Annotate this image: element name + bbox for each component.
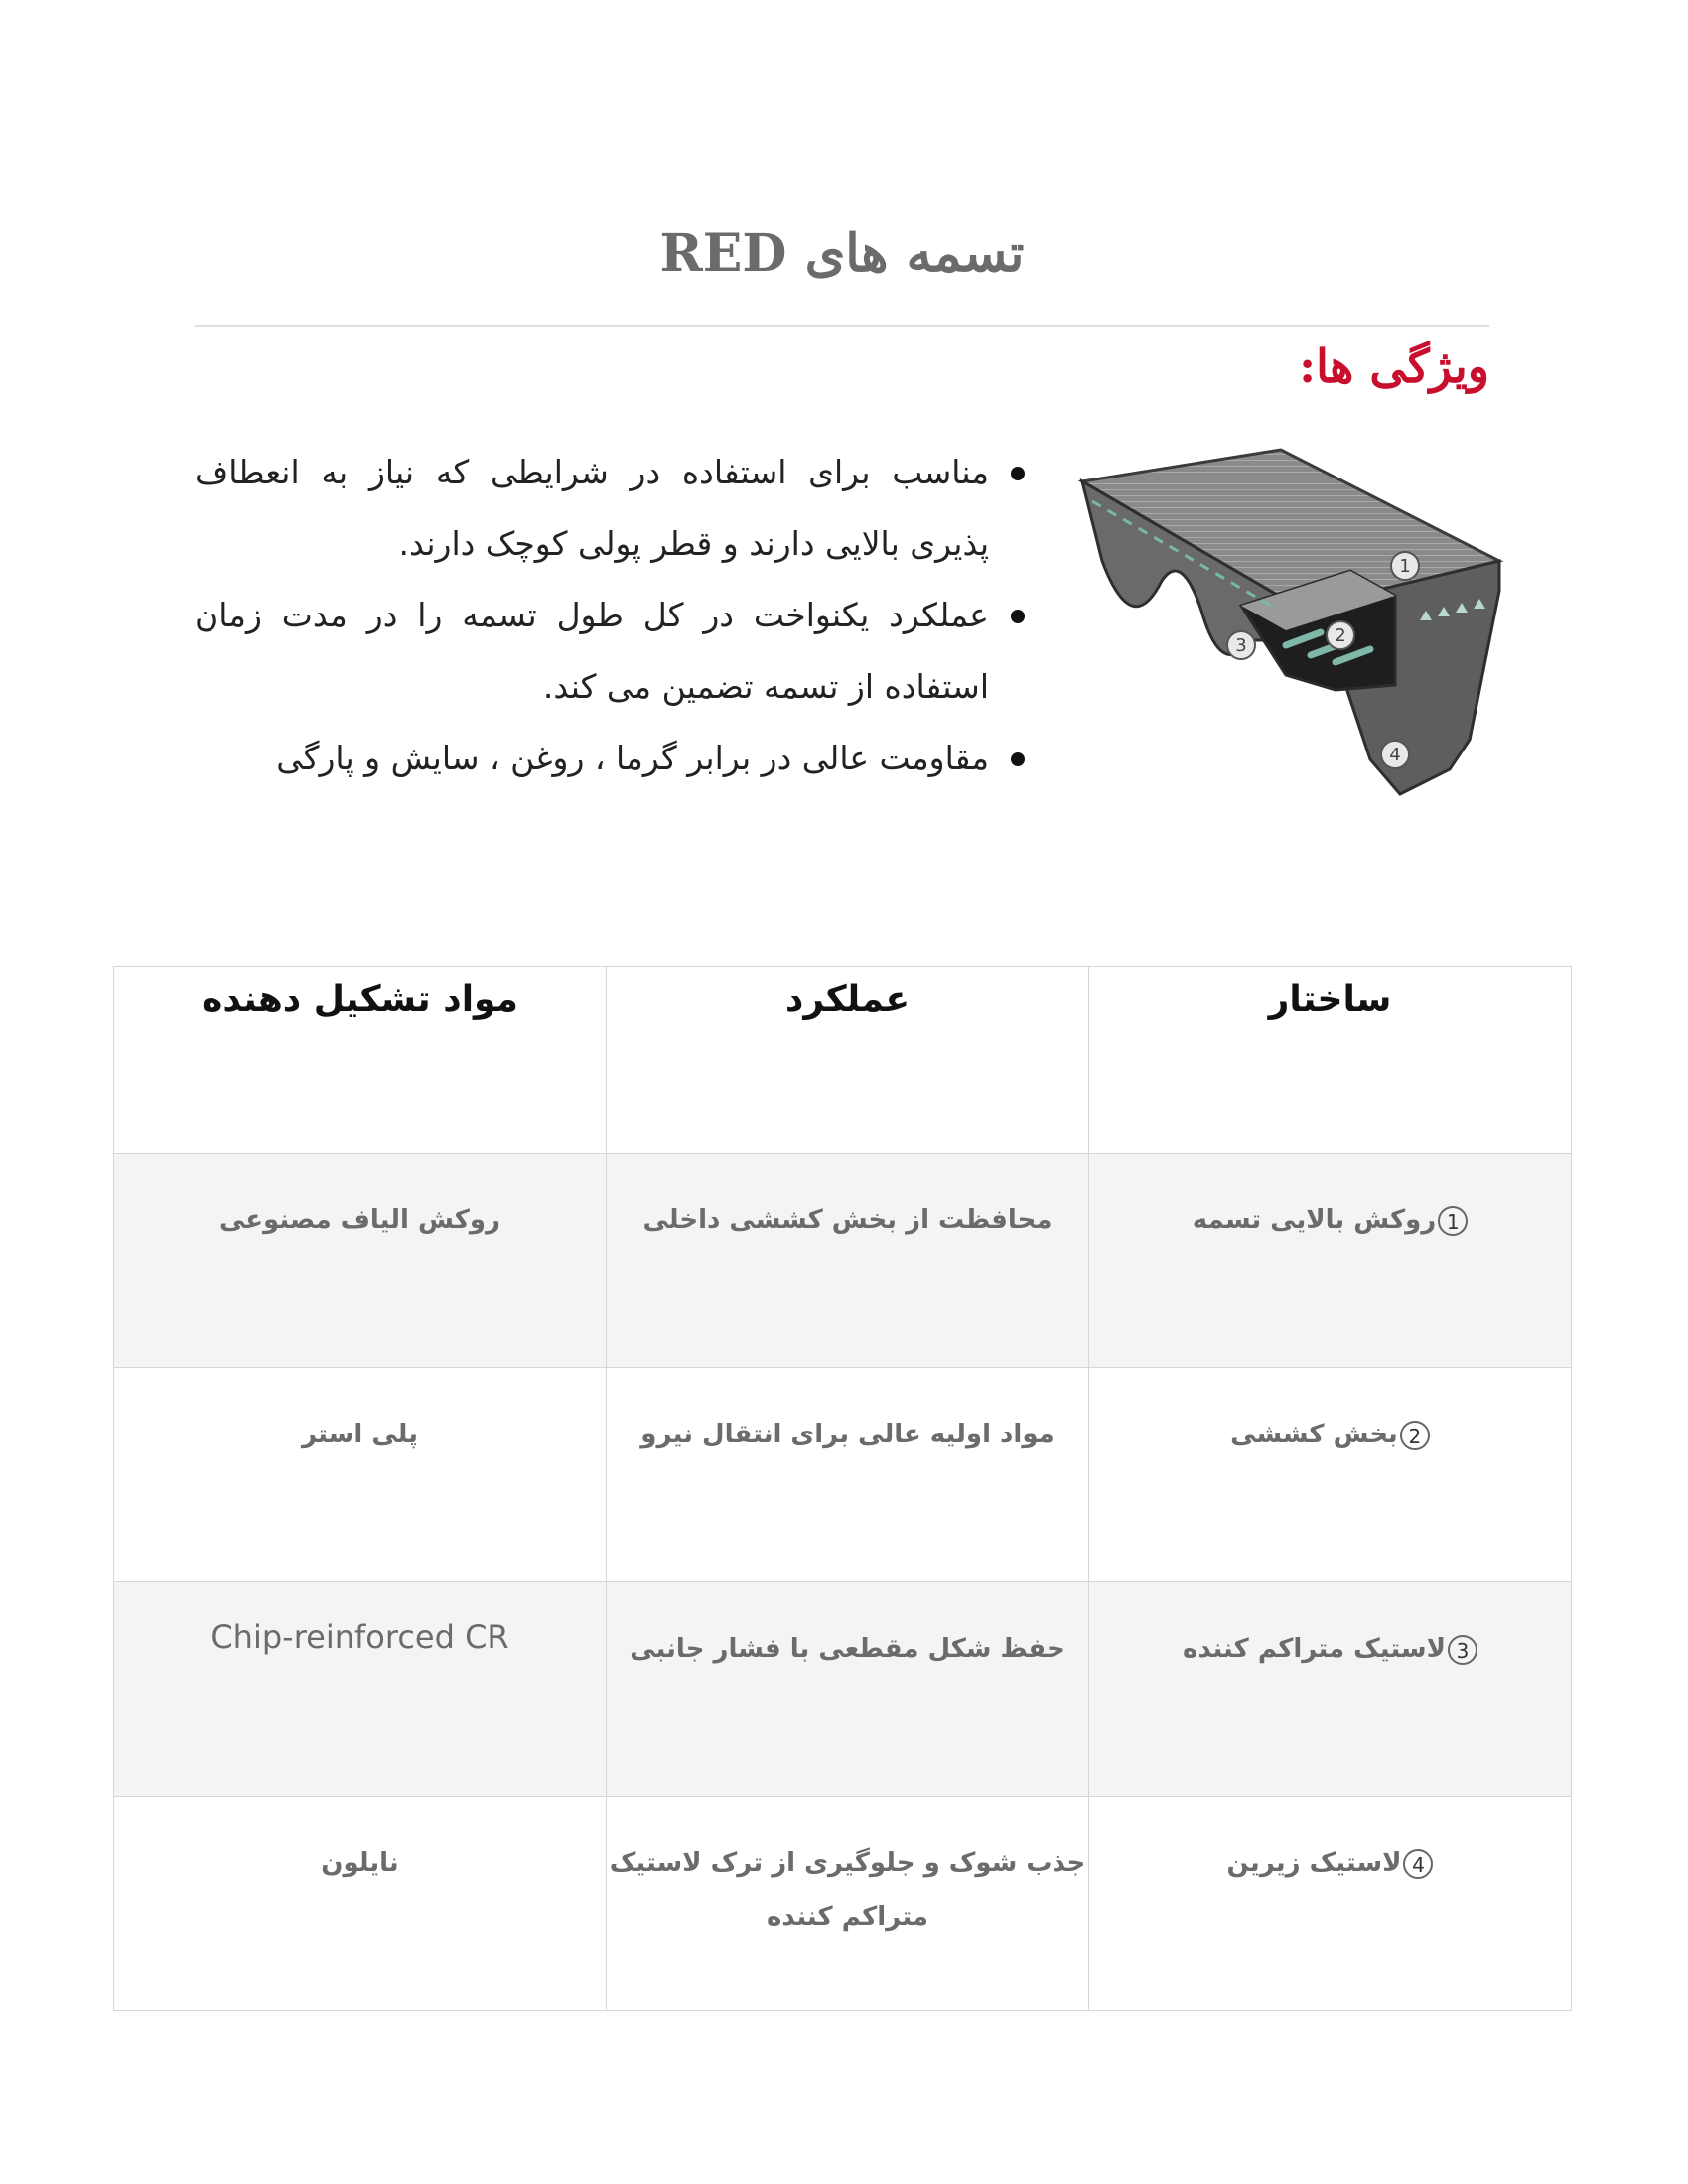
feature-item: مناسب برای استفاده در شرایطی که نیاز به انعطاف پذیری بالایی دارند و قطر پولی کوچک دارند. [195, 437, 1033, 580]
specification-table [113, 966, 1572, 2011]
table-row [114, 1582, 1572, 1797]
feature-item: عملکرد یکنواخت در کل طول تسمه را در مدت زمان استفاده از تسمه تضمین می کند. [195, 580, 1033, 723]
cell-function: جذب شوک و جلوگیری از ترک لاستیک متراکم کننده [607, 1797, 1089, 2011]
number-badge-icon: 3 [1448, 1635, 1477, 1665]
cell-structure: 1روکش بالایی تسمه [1089, 1154, 1572, 1368]
title-divider [195, 325, 1489, 327]
number-badge-icon: 1 [1438, 1206, 1468, 1236]
cell-material: Chip-reinforced CR [114, 1582, 607, 1797]
features-list [195, 437, 1033, 794]
number-badge-icon: 4 [1403, 1849, 1433, 1879]
table-row [114, 1154, 1572, 1368]
header-structure: ساختار [1089, 967, 1572, 1154]
number-badge-icon: 2 [1400, 1421, 1430, 1450]
page-title: تسمه های RED [659, 223, 1025, 284]
cell-function: حفظ شکل مقطعی با فشار جانبی [607, 1582, 1089, 1797]
cell-function: مواد اولیه عالی برای انتقال نیرو [607, 1368, 1089, 1582]
cell-structure: 3لاستیک متراکم کننده [1089, 1582, 1572, 1797]
table-row [114, 1797, 1572, 2011]
cell-material: پلی استر [114, 1368, 607, 1582]
cell-structure: 2بخش کششی [1089, 1368, 1572, 1582]
belt-cross-section-illustration [1072, 442, 1509, 799]
cell-material: روکش الیاف مصنوعی [114, 1154, 607, 1368]
cell-structure: 4لاستیک زیرین [1089, 1797, 1572, 2011]
table-row [114, 1368, 1572, 1582]
callout-2-label: 2 [1335, 625, 1346, 646]
table-header-row [114, 967, 1572, 1154]
callout-1-label: 1 [1399, 556, 1411, 577]
cell-function: محافظت از بخش کششی داخلی [607, 1154, 1089, 1368]
cell-material: نایلون [114, 1797, 607, 2011]
feature-item: مقاومت عالی در برابر گرما ، روغن ، سایش و پارگی [195, 723, 1033, 794]
callout-4-label: 4 [1389, 745, 1401, 765]
header-material: مواد تشکیل دهنده [114, 967, 607, 1154]
header-function: عملکرد [607, 967, 1089, 1154]
callout-3-label: 3 [1235, 635, 1247, 656]
features-heading: ویژگی ها: [1299, 340, 1489, 393]
